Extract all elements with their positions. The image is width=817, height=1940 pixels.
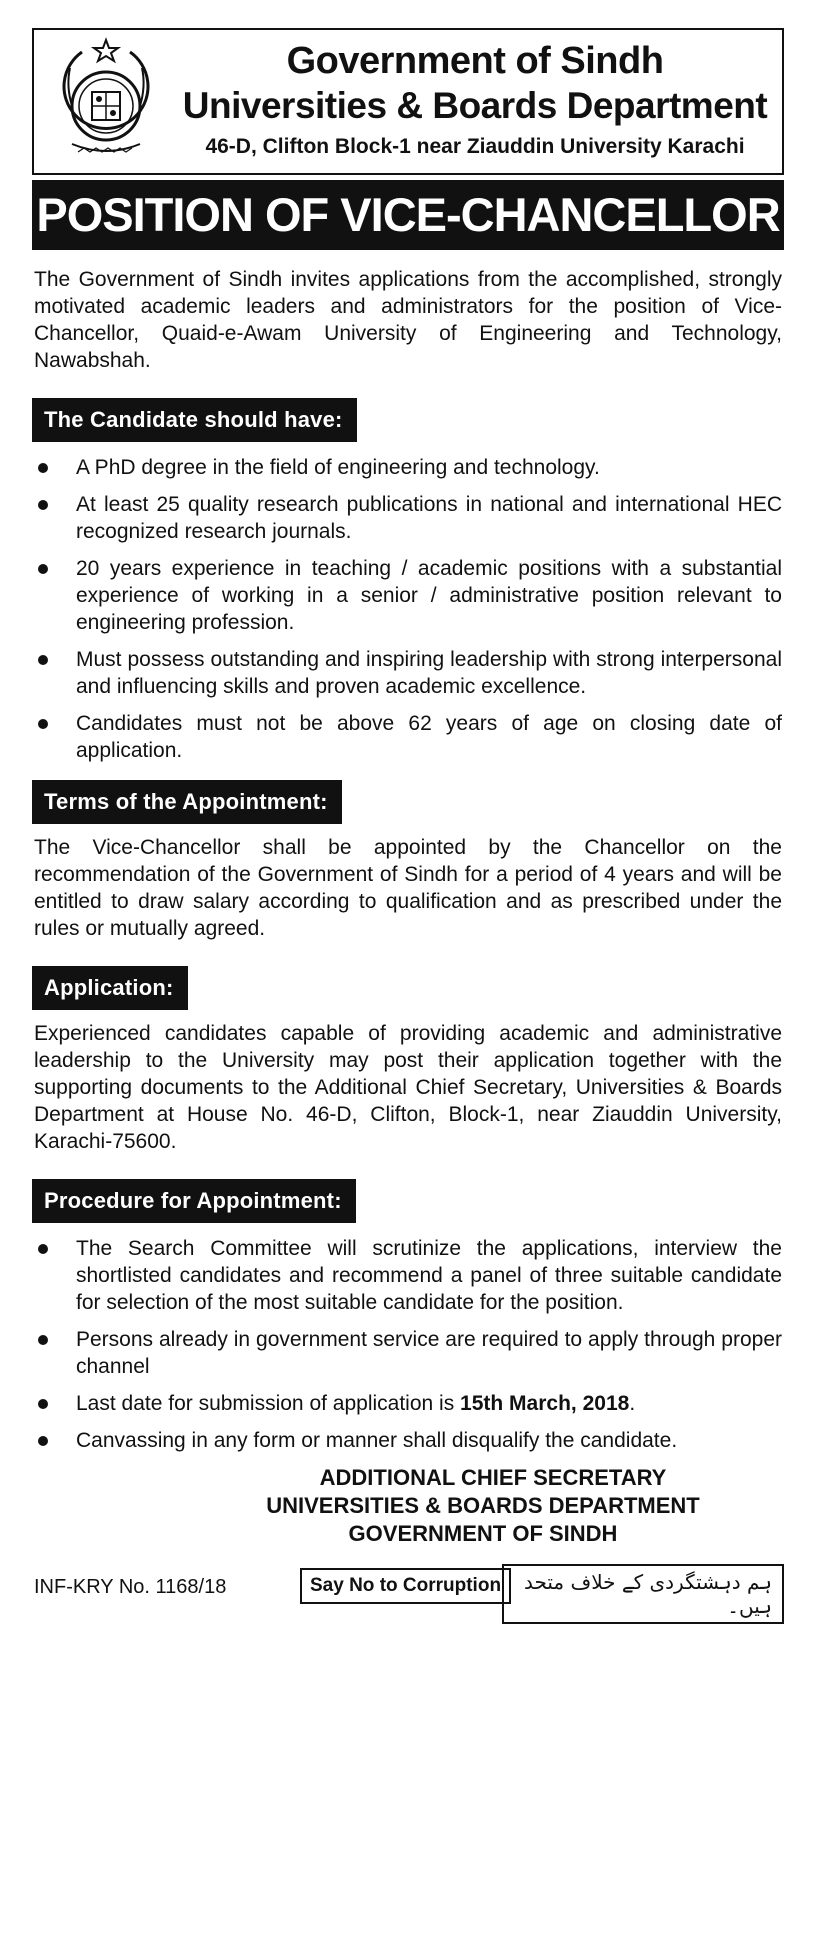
signature-title: ADDITIONAL CHIEF SECRETARY bbox=[319, 1465, 667, 1490]
deadline-suffix: . bbox=[629, 1392, 636, 1415]
application-paragraph: Experienced candidates capable of providing academic and administrative leadership to the University may post their application together with the supporting documents to the Additional Chief Secretary, Universities & Boards Department at House No. 46-D, Clifton, Block-1, near Ziauddin University, Karachi-75600. bbox=[34, 1022, 782, 1153]
list-item-text: Canvassing in any form or manner shall disqualify the candidate. bbox=[76, 1429, 678, 1452]
list-item-text: At least 25 quality research publications in national and international HEC recognized research journals. bbox=[76, 493, 782, 543]
list-item-text: 20 years experience in teaching / academic positions with a substantial experience of working in a senior / administrative position relevant to engineering profession. bbox=[76, 557, 782, 634]
bullet-icon bbox=[38, 1399, 48, 1409]
list-item-text: The Search Committee will scrutinize the applications, interview the shortlisted candidates and recommend a panel of three suitable candidate for selection of the most suitable candidate for the position. bbox=[76, 1237, 782, 1314]
bullet-icon bbox=[38, 719, 48, 729]
urdu-slogan-box: ہم دہشتگردی کے خلاف متحد ہیں۔ bbox=[502, 1564, 784, 1624]
header-department-title: Universities & Boards Department bbox=[182, 85, 768, 126]
candidate-list bbox=[32, 454, 784, 764]
list-item bbox=[32, 1390, 782, 1417]
bullet-icon bbox=[38, 564, 48, 574]
list-item bbox=[32, 646, 782, 700]
procedure-heading: Procedure for Appointment: bbox=[32, 1179, 356, 1223]
list-item bbox=[32, 491, 782, 545]
list-item-text: Candidates must not be above 62 years of age on closing date of application. bbox=[76, 712, 782, 762]
bullet-icon bbox=[38, 1436, 48, 1446]
signature-department: UNIVERSITIES & BOARDS DEPARTMENT bbox=[266, 1493, 700, 1518]
list-item-text: Must possess outstanding and inspiring leadership with strong interpersonal and influencing skills and proven academic excellence. bbox=[76, 648, 782, 698]
header-government-title: Government of Sindh bbox=[286, 40, 664, 82]
terms-paragraph: The Vice-Chancellor shall be appointed by the Chancellor on the recommendation of the Government of Sindh for a period of 4 years and will be entitled to draw salary according to qualification and as prescribed under the rules or mutually agreed. bbox=[34, 836, 782, 940]
procedure-list bbox=[32, 1235, 784, 1454]
signature-block bbox=[32, 1464, 784, 1548]
list-item bbox=[32, 1326, 782, 1380]
bullet-icon bbox=[38, 1335, 48, 1345]
list-item bbox=[32, 1427, 782, 1454]
deadline-date: 15th March, 2018 bbox=[460, 1392, 630, 1415]
list-item bbox=[32, 555, 782, 636]
header-address: 46-D, Clifton Block-1 near Ziauddin University Karachi bbox=[205, 135, 745, 158]
bullet-icon bbox=[38, 500, 48, 510]
header bbox=[32, 28, 784, 175]
bullet-icon bbox=[38, 1244, 48, 1254]
deadline-prefix: Last date for submission of application is bbox=[76, 1392, 461, 1415]
list-item bbox=[32, 454, 782, 481]
terms-heading: Terms of the Appointment: bbox=[32, 780, 342, 824]
intro-paragraph: The Government of Sindh invites applications from the accomplished, strongly motivated academic leaders and administrators for the position of Vice-Chancellor, Quaid-e-Awam University of Engineering and Technology, Nawabshah. bbox=[34, 268, 782, 372]
bullet-icon bbox=[38, 655, 48, 665]
list-item-text: A PhD degree in the field of engineering and technology. bbox=[76, 456, 600, 479]
list-item bbox=[32, 710, 782, 764]
signature-government: GOVERNMENT OF SINDH bbox=[348, 1521, 618, 1546]
footer bbox=[32, 1558, 784, 1618]
application-heading: Application: bbox=[32, 966, 188, 1010]
position-banner: POSITION OF VICE-CHANCELLOR bbox=[32, 180, 784, 250]
candidate-heading: The Candidate should have: bbox=[32, 398, 357, 442]
list-item-text: Persons already in government service are required to apply through proper channel bbox=[76, 1328, 782, 1378]
corruption-slogan-box: Say No to Corruption bbox=[300, 1568, 511, 1604]
reference-number: INF-KRY No. 1168/18 bbox=[34, 1576, 227, 1598]
bullet-icon bbox=[38, 463, 48, 473]
advertisement bbox=[32, 28, 784, 1618]
sindh-emblem-icon bbox=[42, 36, 170, 166]
list-item bbox=[32, 1235, 782, 1316]
